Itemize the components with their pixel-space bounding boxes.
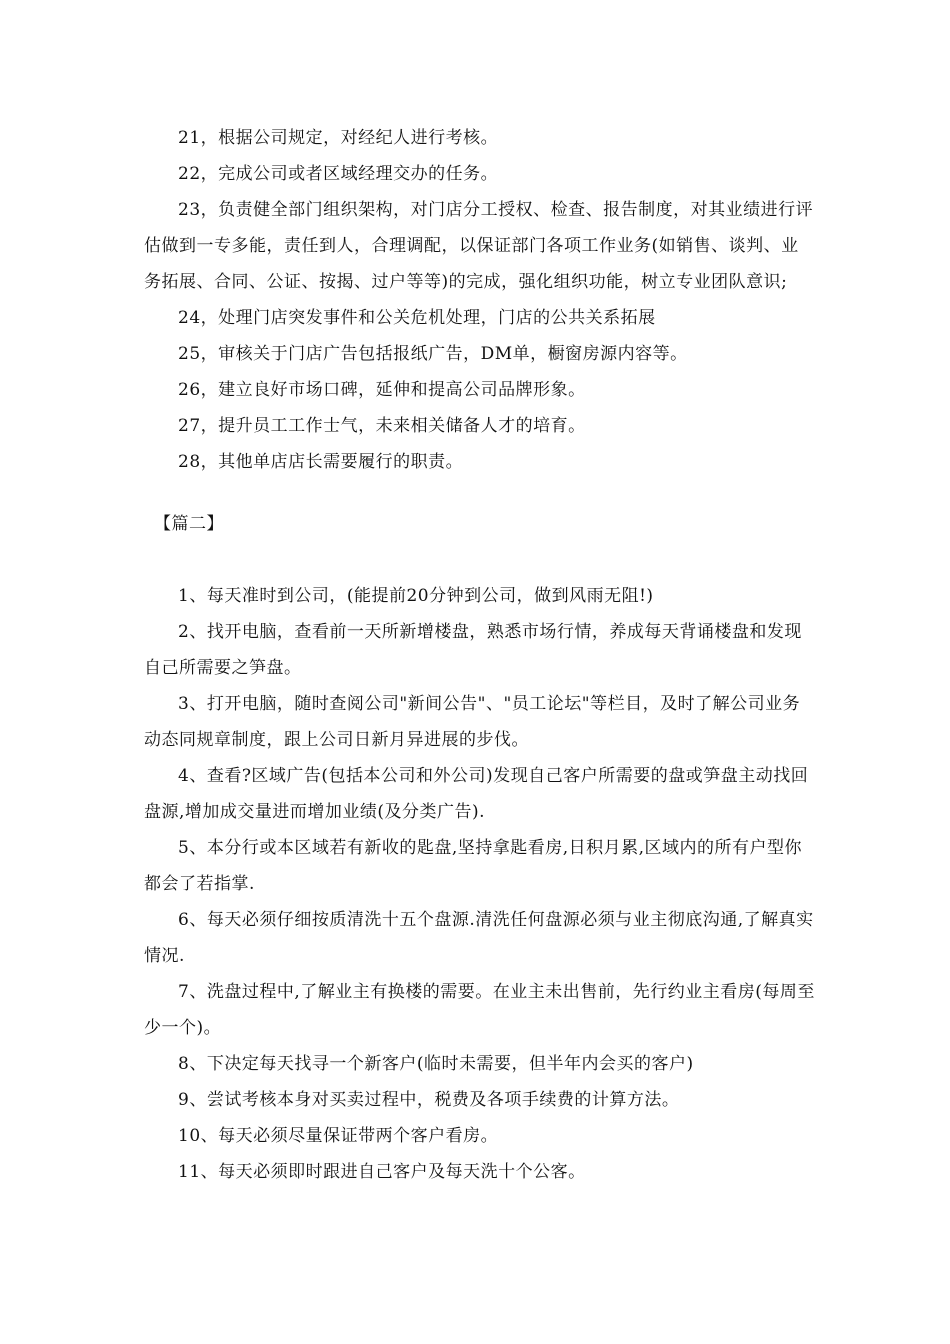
paragraph-5: 5、本分行或本区域若有新收的匙盘,坚持拿匙看房,日积月累,区域内的所有户型你都会了若指掌. bbox=[144, 838, 803, 894]
paragraph-8: 8、下决定每天找寻一个新客户(临时未需要，但半年内会买的客户) bbox=[178, 1054, 694, 1074]
paragraph-25: 25，审核关于门店广告包括报纸广告，DM单，橱窗房源内容等。 bbox=[178, 344, 688, 364]
paragraph-10: 10、每天必须尽量保证带两个客户看房。 bbox=[178, 1126, 499, 1146]
paragraph-26: 26，建立良好市场口碑，延伸和提高公司品牌形象。 bbox=[178, 380, 586, 400]
paragraph-24: 24，处理门店突发事件和公关危机处理，门店的公共关系拓展 bbox=[178, 308, 656, 328]
paragraph-21: 21，根据公司规定，对经纪人进行考核。 bbox=[178, 128, 499, 148]
paragraph-22: 22，完成公司或者区域经理交办的任务。 bbox=[178, 164, 499, 184]
paragraph-6: 6、每天必须仔细按质清洗十五个盘源.清洗任何盘源必须与业主彻底沟通,了解真实情况. bbox=[144, 910, 814, 966]
section-two bbox=[144, 578, 816, 1190]
paragraph-4: 4、查看?区域广告(包括本公司和外公司)发现自己客户所需要的盘或笋盘主动找回盘源,增加成交量进而增加业绩(及分类广告). bbox=[144, 766, 809, 822]
paragraph-7: 7、洗盘过程中,了解业主有换楼的需要。在业主未出售前，先行约业主看房(每周至少一个)。 bbox=[144, 982, 815, 1038]
paragraph-23: 23，负责健全部门组织架构，对门店分工授权、检查、报告制度，对其业绩进行评估做到一专多能，责任到人，合理调配，以保证部门各项工作业务(如销售、谈判、业务拓展、合同、公证、按揭、过户等等)的完成，强化组织功能，树立专业团队意识; bbox=[144, 200, 814, 292]
section-two-heading: 【篇二】 bbox=[154, 514, 224, 534]
spacer bbox=[144, 542, 816, 578]
paragraph-1: 1、每天准时到公司，(能提前20分钟到公司，做到风雨无阻!) bbox=[178, 586, 654, 606]
paragraph-3: 3、打开电脑，随时查阅公司"新间公告"、"员工论坛"等栏目，及时了解公司业务动态同规章制度，跟上公司日新月异进展的步伐。 bbox=[144, 694, 801, 750]
section-one bbox=[144, 120, 816, 480]
paragraph-28: 28，其他单店店长需要履行的职责。 bbox=[178, 452, 464, 472]
paragraph-27: 27，提升员工工作士气，未来相关储备人才的培育。 bbox=[178, 416, 586, 436]
paragraph-11: 11、每天必须即时跟进自己客户及每天洗十个公客。 bbox=[178, 1162, 586, 1182]
spacer bbox=[144, 480, 816, 506]
document-body bbox=[144, 120, 816, 1190]
paragraph-9: 9、尝试考核本身对买卖过程中，税费及各项手续费的计算方法。 bbox=[178, 1090, 680, 1110]
paragraph-2: 2、找开电脑，查看前一天所新增楼盘，熟悉市场行情，养成每天背诵楼盘和发现自己所需要之笋盘。 bbox=[144, 622, 802, 678]
